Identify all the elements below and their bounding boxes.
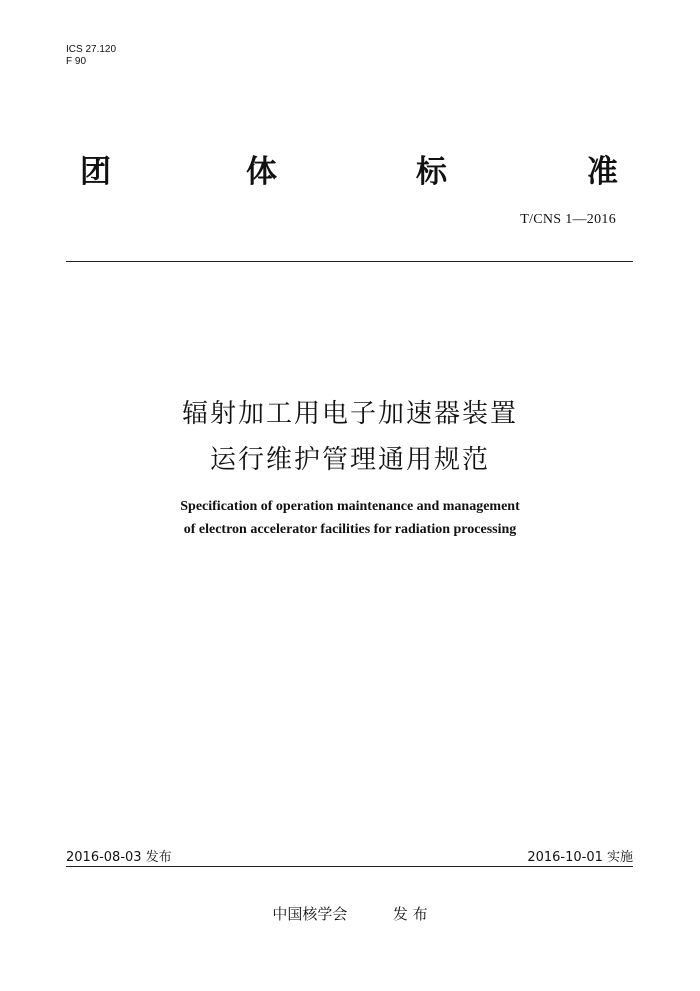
title-zh-line2: 运行维护管理通用规范: [209, 445, 490, 475]
standard-code: T/CNS 1—2016: [520, 212, 616, 227]
issue-date: 2016-08-03 发布: [66, 850, 172, 865]
publisher-name: 中国核学会: [272, 905, 348, 923]
ccs-code: F 90: [66, 56, 87, 67]
publisher-action: 发 布: [392, 905, 428, 923]
header-char-1: 团: [80, 154, 111, 190]
header-char-3: 标: [416, 154, 447, 190]
classification-block: [66, 44, 116, 68]
implement-date: 2016-10-01 实施: [527, 850, 633, 865]
header-char-2: 体: [246, 154, 277, 190]
header-char-4: 准: [587, 154, 618, 190]
top-divider: [66, 261, 633, 262]
title-en-line2: of electron accelerator facilities for radiation processing: [183, 522, 517, 537]
bottom-divider: [66, 866, 633, 867]
publisher-line: [0, 903, 700, 924]
title-zh-line1: 辐射加工用电子加速器装置: [181, 399, 518, 429]
ics-code: ICS 27.120: [66, 44, 117, 55]
title-en-line1: Specification of operation maintenance and management: [180, 499, 520, 514]
